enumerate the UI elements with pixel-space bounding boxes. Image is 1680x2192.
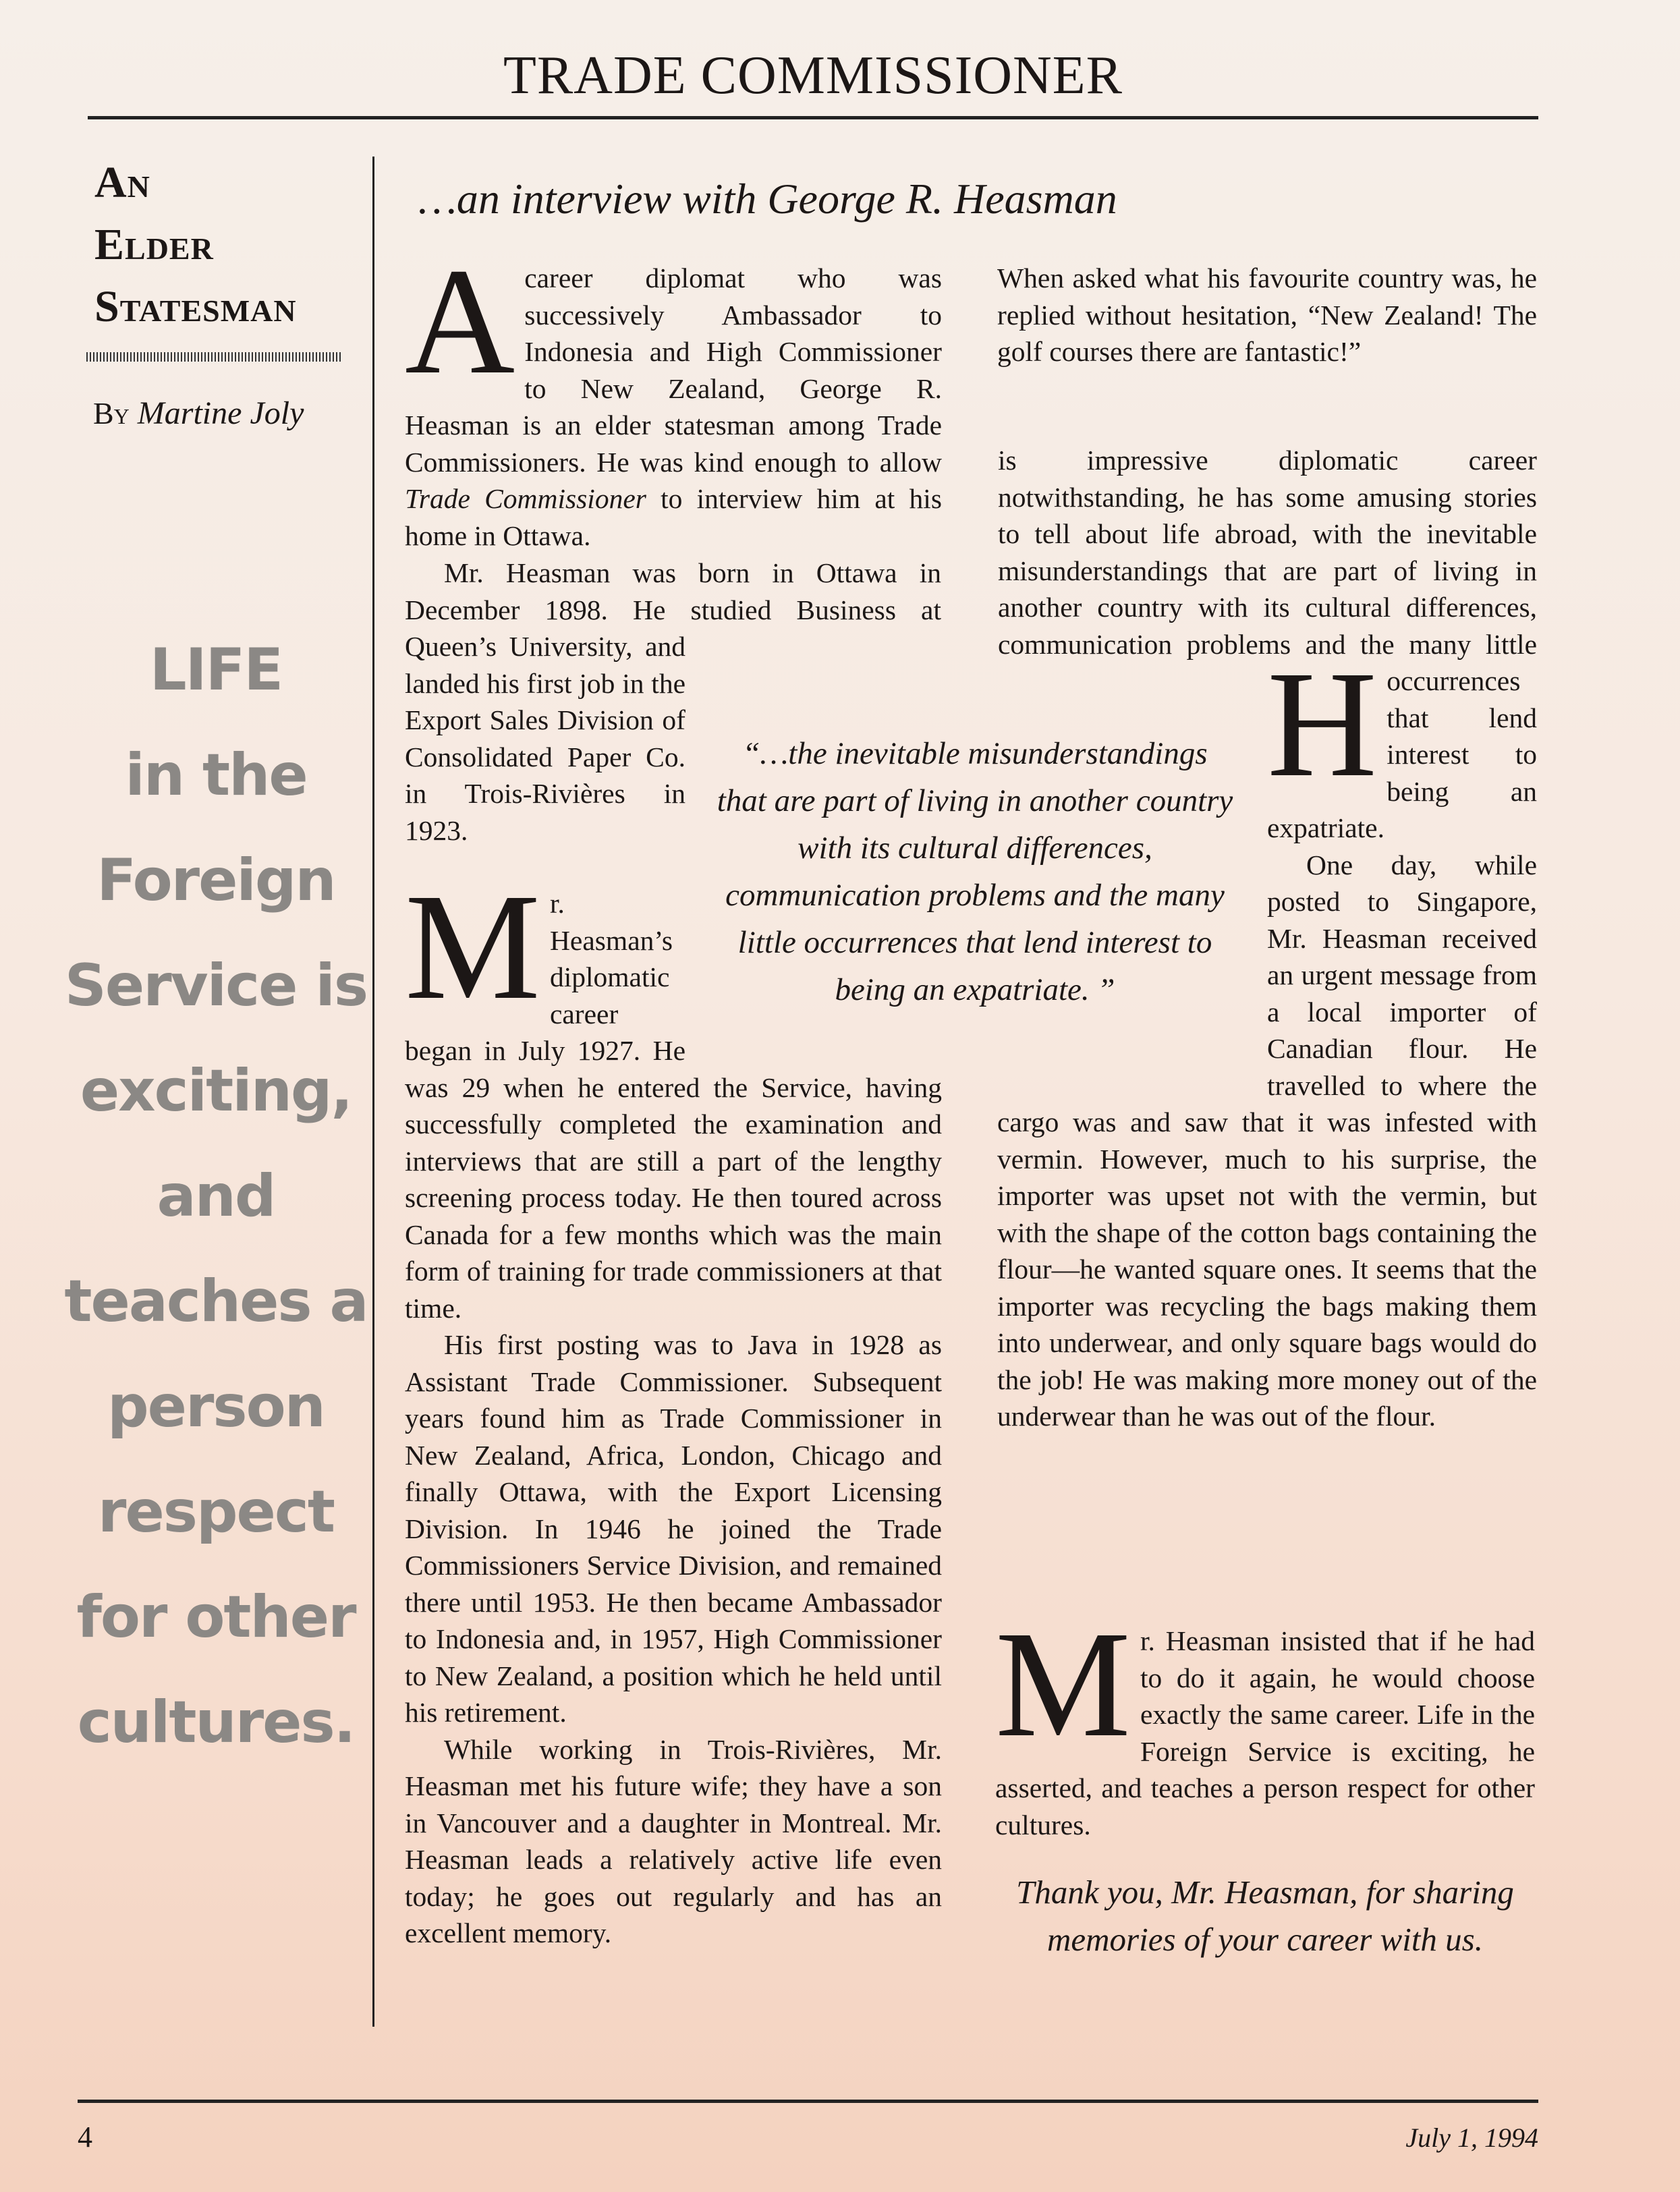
section-title-line: Statesman — [94, 282, 297, 331]
publication-name: Trade Commissioner — [405, 483, 646, 514]
pull-quote-line: in the — [125, 741, 307, 809]
drop-cap: M — [995, 1600, 1131, 1768]
article-column-left-bottom — [405, 862, 942, 1952]
section-title — [94, 152, 364, 338]
pull-quote-line: respect — [98, 1478, 334, 1546]
paragraph-stories: H is impressive diplomatic career notwithstanding, he has some amusing stories to tell about life abroad, with the inevitable misunderstandings that are part of living in another country with its cultural differences, communication problems and the many little occurrences that lend interest to being an expatriate. — [997, 442, 1537, 847]
pull-quote-line: for other — [76, 1583, 356, 1651]
quote-wrap-spacer — [941, 555, 942, 665]
pull-quote-line: Foreign — [96, 847, 335, 914]
byline-prefix: By — [93, 396, 130, 430]
pull-quote-line: person — [107, 1373, 325, 1440]
header-rule — [88, 116, 1538, 119]
section-title-line: An — [94, 158, 150, 207]
pull-quote-line: cultures. — [77, 1689, 355, 1756]
byline — [93, 395, 370, 432]
paragraph-favourite-country: When asked what his favourite country was, he replied without hesitation, “New Zealand! The golf courses there are fantastic!” — [997, 262, 1537, 367]
paragraph-postings: His first posting was to Java in 1928 as Assistant Trade Commissioner. Subsequent years found him as Trade Commissioner in New Zealand, Africa, London, Chicago and finally Ottawa, with the Export Licensing Division. In 1946 he joined the Trade Commissioners Service Division, and remained there until 1953. He then became Ambassador to Indonesia and, in 1957, High Commissioner to New Zealand, a position which he held until his retirement. — [405, 1329, 942, 1728]
sidebar-pull-quote — [54, 617, 378, 1775]
pull-quote-line: LIFE — [149, 636, 283, 704]
paragraph-conclusion: Mr. Heasman insisted that if he had to do it again, he would choose exactly the same career. Life in the Foreign Service is exciting, he asserted, and teaches a person respect for other cultures. — [995, 1600, 1535, 1840]
pull-quote-line: Service is — [64, 952, 368, 1019]
article-column-right-bottom — [995, 1600, 1535, 1843]
page-number: 4 — [78, 2120, 92, 2154]
paragraph-intro: Acareer diplomat who was successively Ambassador to Indonesia and High Commissioner to New Zealand, George R. Heasman is an elder statesman among Trade Commissioners. He was kind enough to allow Trade Commissioner to interview him at his home in Ottawa. — [405, 237, 942, 551]
pull-quote-line: exciting, — [80, 1057, 352, 1125]
article-column-right-top — [997, 260, 1537, 370]
title-hatch-divider — [86, 352, 341, 362]
closing-thanks: Thank you, Mr. Heasman, for sharing memories of your career with us. — [1016, 1874, 1514, 1958]
byline-author: Martine Joly — [137, 395, 304, 431]
publication-masthead: TRADE COMMISSIONER — [503, 46, 1123, 105]
pull-quote-line: teaches a — [64, 1268, 368, 1335]
paragraph-early-life: Mr. Heasman was born in Ottawa in December 1898. He studied Business at Queen’s University, and landed his first job in the Export Sales Division of Consolidated Paper Co. in Trois-Rivières in 1923. — [405, 555, 942, 849]
paragraph-family: While working in Trois-Rivières, Mr. Heasman met his future wife; they have a son in Vancouver and a daughter in Montreal. Mr. Heasman leads a relatively active life even today; he goes out regularly and has an excellent memory. — [405, 1733, 942, 1948]
article-pull-quote: “…the inevitable misunderstandings that are part of living in another country with its cultural differences, communication problems and the many little occurrences that lend interest to being an expatriate. ” — [717, 736, 1233, 1007]
article-column-left-top — [405, 237, 942, 554]
paragraph-singapore: One day, while posted to Singapore, Mr. Heasman received an urgent message from a local importer of Canadian flour. He travelled to where the cargo was and saw that it was infested with vermin. However, much to his surprise, the importer was upset not with the vermin, but with the shape of the cotton bags containing the flour—he wanted square ones. It seems that the importer was recycling the bags making them into underwear, and only square bags would do the job! He was making more money out of the underwear than he was out of the flour. — [997, 849, 1537, 1432]
paragraph-career: Mr. Heasman’s diplomatic career began in July 1927. He was 29 when he entered the Service, having successfully completed the examination and interviews that are still a part of the lengthy screening process today. He then toured across Canada for a few months which was the main form of training for trade commissioners at that time. — [405, 862, 942, 1324]
drop-cap: H — [1267, 640, 1378, 808]
pull-quote-line: and — [157, 1162, 275, 1230]
drop-cap: M — [405, 862, 540, 1031]
issue-date: July 1, 1994 — [1405, 2123, 1538, 2153]
drop-cap: A — [405, 237, 515, 405]
footer-rule — [78, 2100, 1538, 2103]
article-subtitle: …an interview with George R. Heasman — [418, 175, 1117, 223]
section-title-line: Elder — [94, 220, 214, 269]
